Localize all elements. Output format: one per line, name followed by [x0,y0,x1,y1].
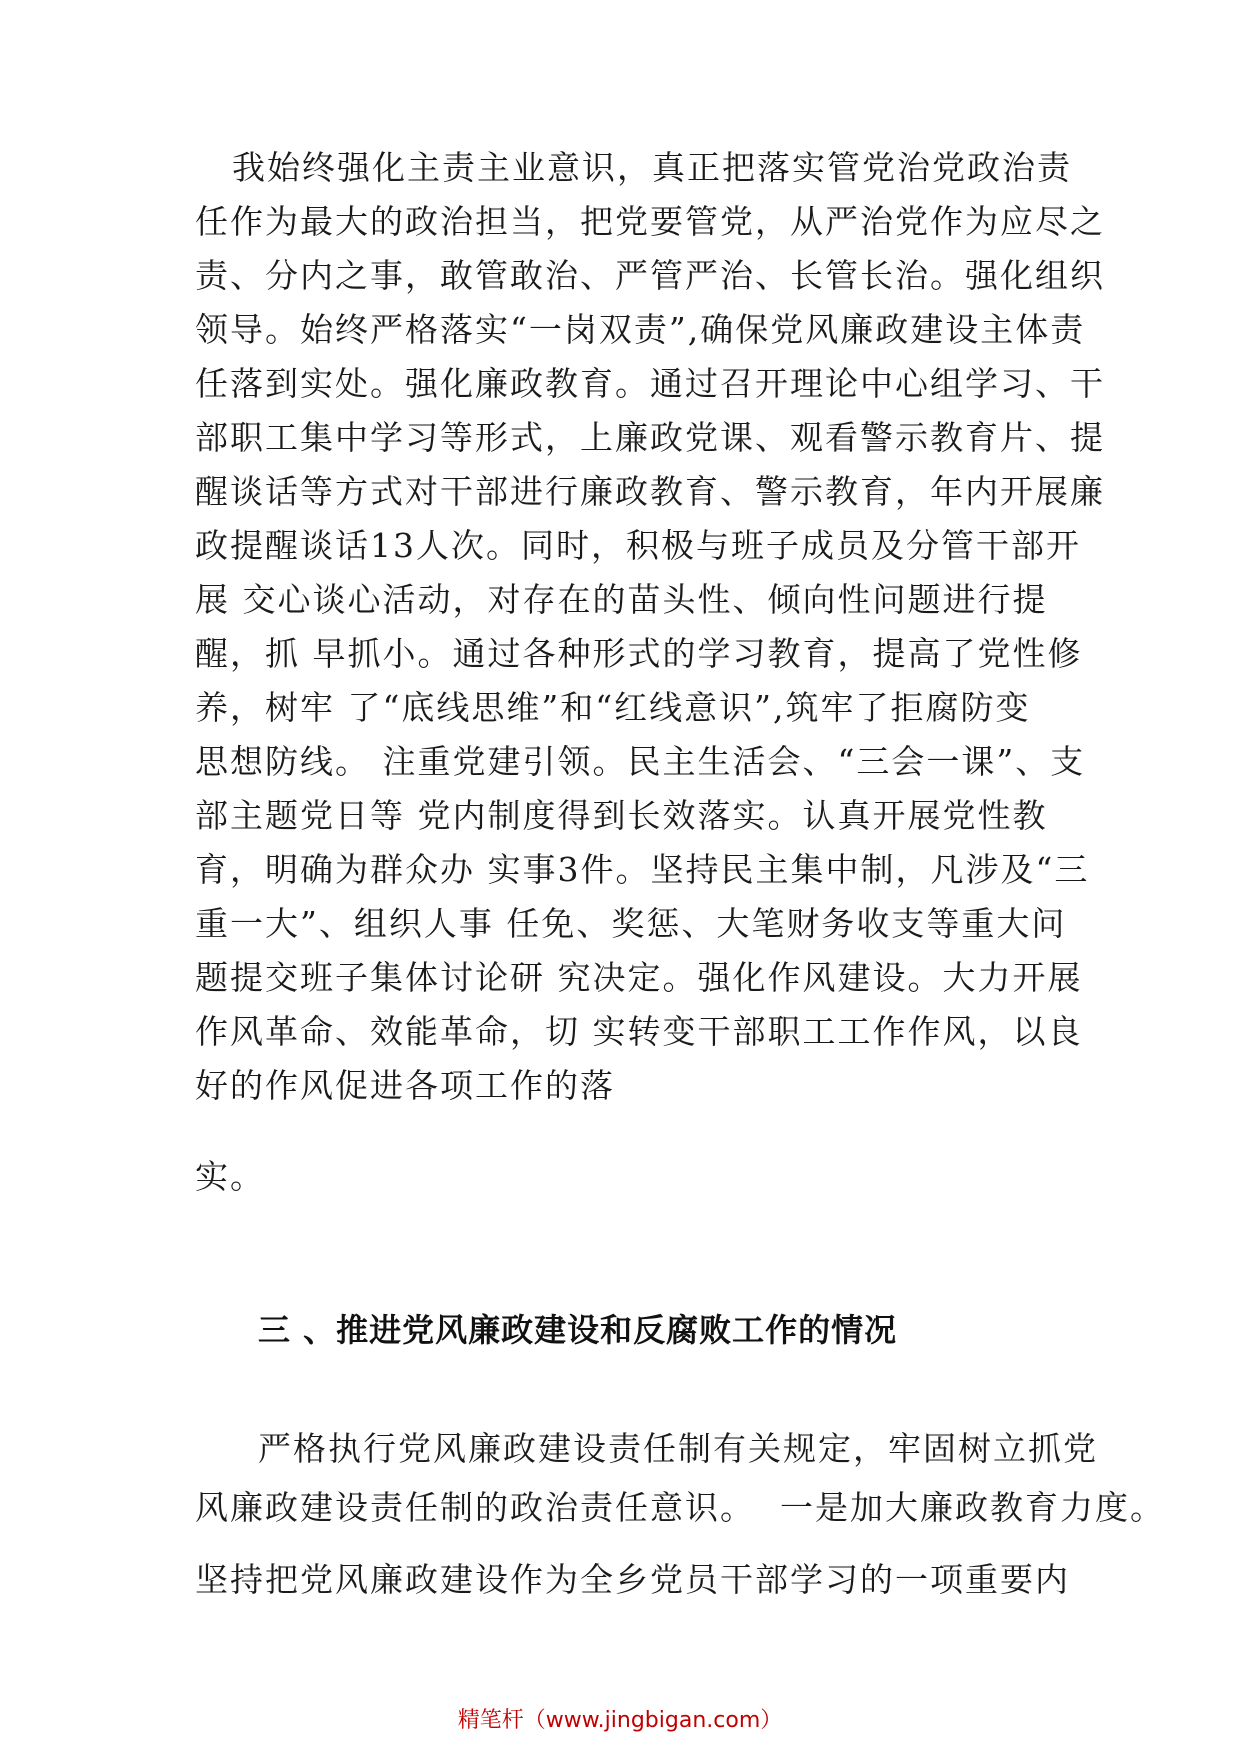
paragraph-line: 我始终强化主责主业意识，真正把落实管党治党政治责 [232,148,1072,187]
paragraph-line: 风廉政建设责任制的政治责任意识。 一是加大廉政教育力度。 [195,1488,1165,1527]
paragraph-tail: 实。 [195,1157,265,1196]
paragraph-line: 任作为最大的政治担当，把党要管党，从严治党作为应尽之 [195,202,1105,241]
paragraph-line: 思想防线。 注重党建引领。民主生活会、“三会一课”、支 [195,742,1086,781]
paragraph-line: 责、分内之事，敢管敢治、严管严治、长管长治。强化组织 [195,256,1105,295]
paragraph-line: 领导。始终严格落实“一岗双责”,确保党风廉政建设主体责 [195,310,1086,349]
paragraph-line: 好的作风促进各项工作的落 [195,1066,615,1105]
paragraph-line: 坚持把党风廉政建设作为全乡党员干部学习的一项重要内 [195,1560,1070,1599]
paragraph-line: 任落到实处。强化廉政教育。通过召开理论中心组学习、干 [195,364,1105,403]
paragraph-line: 严格执行党风廉政建设责任制有关规定，牢固树立抓党 [258,1429,1098,1468]
paragraph-line: 作风革命、效能革命，切 实转变干部职工工作作风，以良 [195,1012,1083,1051]
paragraph-line: 育，明确为群众办 实事3件。坚持民主集中制，凡涉及“三 [195,850,1090,889]
paragraph-line: 题提交班子集体讨论研 究决定。强化作风建设。大力开展 [195,958,1083,997]
section-heading: 三 、推进党风廉政建设和反腐败工作的情况 [258,1311,898,1349]
paragraph-line: 政提醒谈话13人次。同时，积极与班子成员及分管干部开 [195,526,1081,565]
paragraph-line: 展 交心谈心活动，对存在的苗头性、倾向性问题进行提 [195,580,1048,619]
paragraph-line: 养，树牢 了“底线思维”和“红线意识”,筑牢了拒腐防变 [195,688,1031,727]
paragraph-line: 醒，抓 早抓小。通过各种形式的学习教育，提高了党性修 [195,634,1083,673]
footer-watermark: 精笔杆（www.jingbigan.com） [457,1708,783,1733]
paragraph-line: 部主题党日等 党内制度得到长效落实。认真开展党性教 [195,796,1048,835]
paragraph-line: 重一大”、组织人事 任免、奖惩、大笔财务收支等重大问 [195,904,1067,943]
paragraph-line: 醒谈话等方式对干部进行廉政教育、警示教育，年内开展廉 [195,472,1105,511]
paragraph-line: 部职工集中学习等形式，上廉政党课、观看警示教育片、提 [195,418,1105,457]
